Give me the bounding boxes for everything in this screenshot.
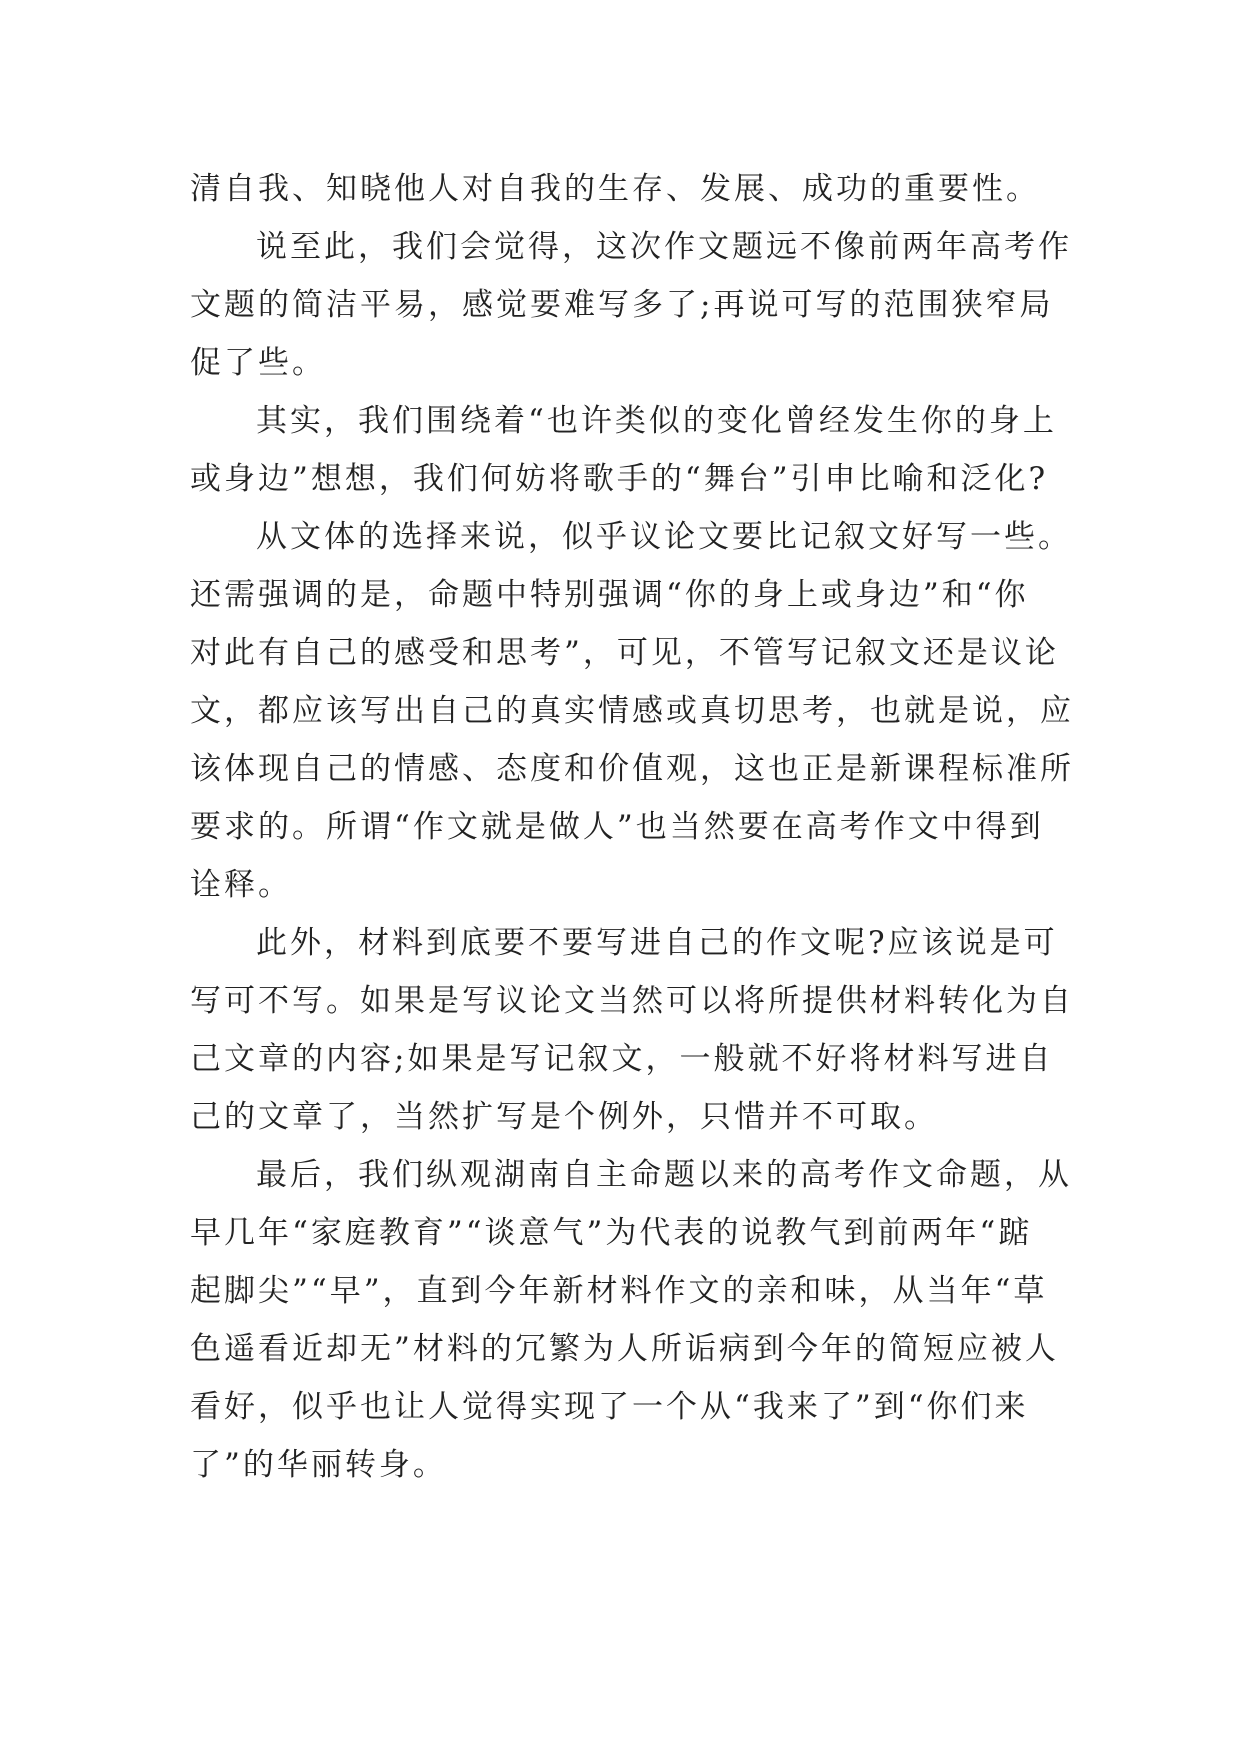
text-line: 还需强调的是，命题中特别强调“你的身上或身边”和“你	[190, 577, 1029, 613]
text-line: 看好，似乎也让人觉得实现了一个从“我来了”到“你们来	[190, 1389, 1029, 1425]
article-body	[190, 160, 1074, 1494]
text-line: 要求的。所谓“作文就是做人”也当然要在高考作文中得到	[190, 809, 1044, 845]
text-line: 促了些。	[190, 345, 326, 381]
paragraph-start-line: 其实，我们围绕着“也许类似的变化曾经发生你的身上	[256, 403, 1057, 439]
text-line: 文题的简洁平易，感觉要难写多了;再说可写的范围狭窄局	[190, 287, 1054, 323]
paragraph-start-line: 说至此，我们会觉得，这次作文题远不像前两年高考作	[256, 229, 1072, 265]
text-line: 清自我、知晓他人对自我的生存、发展、成功的重要性。	[190, 171, 1040, 207]
text-line: 文，都应该写出自己的真实情感或真切思考，也就是说，应	[190, 693, 1074, 729]
text-line: 对此有自己的感受和思考”，可见，不管写记叙文还是议论	[190, 635, 1059, 671]
text-line: 早几年“家庭教育”“谈意气”为代表的说教气到前两年“踮	[190, 1215, 1033, 1251]
paragraph-start-line: 从文体的选择来说，似乎议论文要比记叙文好写一些。	[256, 519, 1072, 555]
text-line: 色遥看近却无”材料的冗繁为人所诟病到今年的简短应被人	[190, 1331, 1059, 1367]
text-line: 写可不写。如果是写议论文当然可以将所提供材料转化为自	[190, 983, 1074, 1019]
paragraph-start-line: 最后，我们纵观湖南自主命题以来的高考作文命题，从	[256, 1157, 1072, 1193]
text-line: 己文章的内容;如果是写记叙文，一般就不好将材料写进自	[190, 1041, 1054, 1077]
paragraph-start-line: 此外，材料到底要不要写进自己的作文呢?应该说是可	[256, 925, 1058, 961]
text-line: 或身边”想想，我们何妨将歌手的“舞台”引申比喻和泛化?	[190, 461, 1049, 497]
text-line: 诠释。	[190, 867, 292, 903]
text-line: 起脚尖”“早”，直到今年新材料作文的亲和味，从当年“草	[190, 1273, 1048, 1309]
text-line: 己的文章了，当然扩写是个例外，只惜并不可取。	[190, 1099, 938, 1135]
text-line: 了”的华丽转身。	[190, 1447, 447, 1483]
text-line: 该体现自己的情感、态度和价值观，这也正是新课程标准所	[190, 751, 1074, 787]
